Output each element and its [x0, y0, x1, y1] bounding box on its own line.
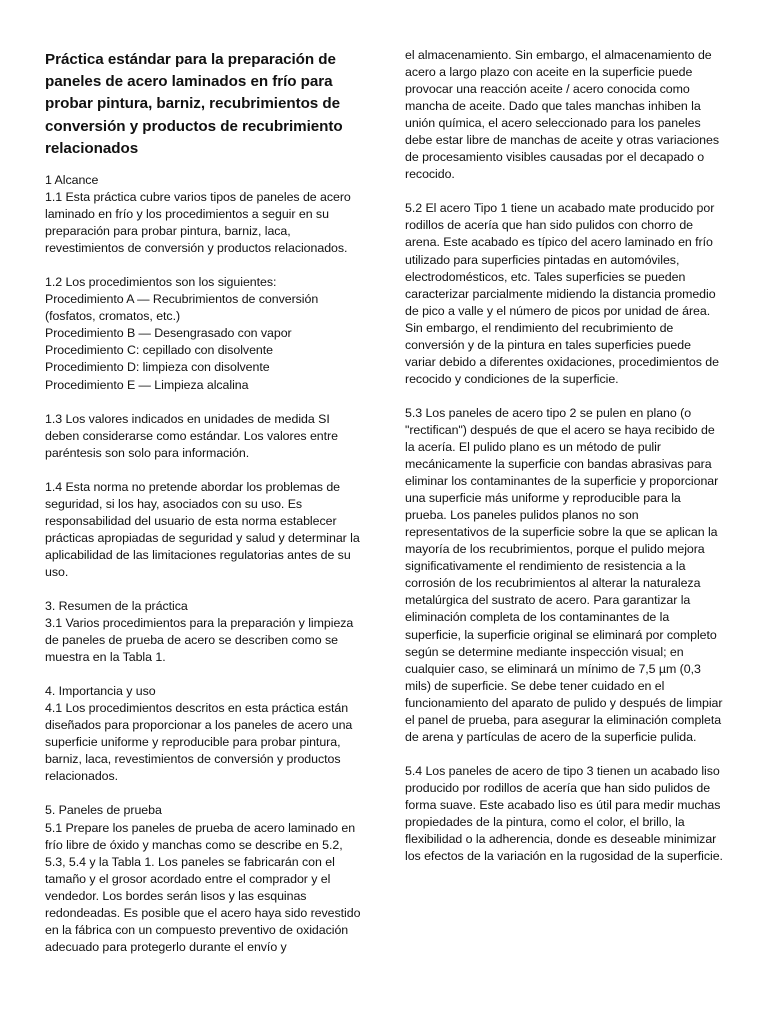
paragraph-gap — [405, 183, 725, 200]
left-column — [45, 49, 365, 956]
right-column — [405, 47, 725, 865]
text-paragraph: 4.1 Los procedimientos descritos en esta práctica están diseñados para proporcionar a los paneles de acero una superficie uniforme y reproducible para probar pintura, barniz, laca, revestimientos de conversión y productos relacionados. — [45, 701, 353, 784]
text-paragraph: 5.4 Los paneles de acero de tipo 3 tienen un acabado liso producido por rodillos de acería que han sido pulidos de forma suave. Este acabado liso es útil para medir muchas propiedades de la pintura, como el color, el brillo, la flexibilidad o la adherencia, donde es deseable minimizar los efectos de la variación en la rugosidad de la superficie. — [405, 763, 723, 864]
text-paragraph: 1.1 Esta práctica cubre varios tipos de paneles de acero laminado en frío y los procedimientos a seguir en su preparación para probar pintura, barniz, laca, revestimientos de conversión y productos relacionados. — [45, 190, 351, 256]
document-title: Práctica estándar para la preparación de paneles de acero laminados en frío para probar pintura, barniz, recubrimientos de conversión y productos de recubrimiento relacionados — [45, 51, 343, 157]
paragraph-gap — [45, 394, 365, 411]
text-paragraph: 3. Resumen de la práctica — [45, 599, 188, 613]
text-paragraph: Procedimiento B — Desengrasado con vapor — [45, 326, 292, 341]
text-paragraph: Procedimiento D: limpieza con disolvente — [45, 360, 270, 375]
text-paragraph: Procedimiento A — Recubrimientos de conversión (fosfatos, cromatos, etc.) — [45, 292, 319, 324]
text-paragraph: 4. Importancia y uso — [45, 684, 156, 699]
text-paragraph: 1.3 Los valores indicados en unidades de medida SI deben considerarse como estándar. Los valores entre paréntesis son solo para información. — [45, 411, 338, 460]
text-paragraph: 1 Alcance — [45, 173, 99, 188]
text-paragraph: el almacenamiento. Sin embargo, el almacenamiento de acero a largo plazo con aceite en la superficie puede provocar una reacción aceite / acero conocida como mancha de aceite. Dado que tales manchas inhiben la unión química, el acero seleccionado para los paneles debe estar libre de manchas de aceite y otras variaciones de procesamiento visibles causadas por el decapado o recocido. — [405, 48, 719, 182]
text-paragraph: 1.2 Los procedimientos son los siguientes: — [45, 275, 277, 290]
text-paragraph: 5.2 El acero Tipo 1 tiene un acabado mate producido por rodillos de acería que han sido pulidos con chorro de arena. Este acabado es típico del acero laminado en frío utilizado para superficies pintadas en automóviles, electrodomésticos, etc. Tales superficies se pueden caracterizar parcialmente midiendo la distancia promedio de pico a valle y el número de picos por unidad de área. Sin embargo, el rendimiento del recubrimiento de conversión y de la pintura en tales superficies puede variar debido a diferentes oxidaciones, procedimientos de recocido y condiciones de la superficie. — [405, 201, 719, 386]
left-column-body — [45, 172, 365, 956]
text-paragraph: 5.1 Prepare los paneles de prueba de acero laminado en frío libre de óxido y manchas como se describe en 5.2, 5.3, 5.4 y la Tabla 1. Los paneles se fabricarán con el tamaño y el grosor acordado entre el comprador y el vendedor. Los bordes serán lisos y las esquinas redondeadas. Es posible que el acero haya sido revestido en la fábrica con un compuesto preventivo de oxidación adecuado para protegerlo durante el envío y — [45, 820, 361, 954]
text-paragraph: 5. Paneles de prueba — [45, 803, 162, 818]
text-paragraph: 3.1 Varios procedimientos para la preparación y limpieza de paneles de prueba de acero se describen como se muestra en la Tabla 1. — [45, 616, 354, 665]
paragraph-gap — [45, 462, 365, 479]
paragraph-gap — [405, 746, 725, 763]
paragraph-gap — [45, 257, 365, 274]
text-paragraph: 5.3 Los paneles de acero tipo 2 se pulen en plano (o "rectifican") después de que el acero se haya recibido de la acería. El pulido plano es un método de pulir mecánicamente la superficie con bandas abrasivas para eliminar los contaminantes de la superficie y proporcionar una superficie más uniforme y reproducible para la prueba. Los paneles pulidos planos no son representativos de la superficie sobre la que se aplican la mayoría de los recubrimientos, porque el pulido mejora significativamente el rendimiento de resistencia a la corrosión de los recubrimientos al alterar la naturaleza metalúrgica del sustrato de acero. Para garantizar la eliminación completa de los contaminantes de la superficie, la superficie original se eliminará por completo según se determine mediante inspección visual; en cualquier caso, se eliminará un mínimo de 7,5 µm (0,3 mils) de superficie. Se debe tener cuidado en el funcionamiento del aparato de pulido y después de limpiar el panel de prueba, para asegurar la eliminación completa de arena y partículas de acero de la superficie pulida. — [405, 405, 723, 744]
right-column-body — [405, 47, 725, 865]
text-paragraph: 1.4 Esta norma no pretende abordar los problemas de seguridad, si los hay, asociados con su uso. Es responsabilidad del usuario de esta norma establecer prácticas apropiadas de seguridad y salud y determinar la aplicabilidad de las limitaciones regulatorias antes de su uso. — [45, 479, 360, 579]
text-paragraph: Procedimiento E — Limpieza alcalina — [45, 377, 249, 392]
paragraph-gap — [45, 581, 365, 598]
paragraph-gap — [45, 785, 365, 802]
paragraph-gap — [405, 388, 725, 405]
paragraph-gap — [45, 666, 365, 683]
text-paragraph: Procedimiento C: cepillado con disolvente — [45, 343, 273, 358]
